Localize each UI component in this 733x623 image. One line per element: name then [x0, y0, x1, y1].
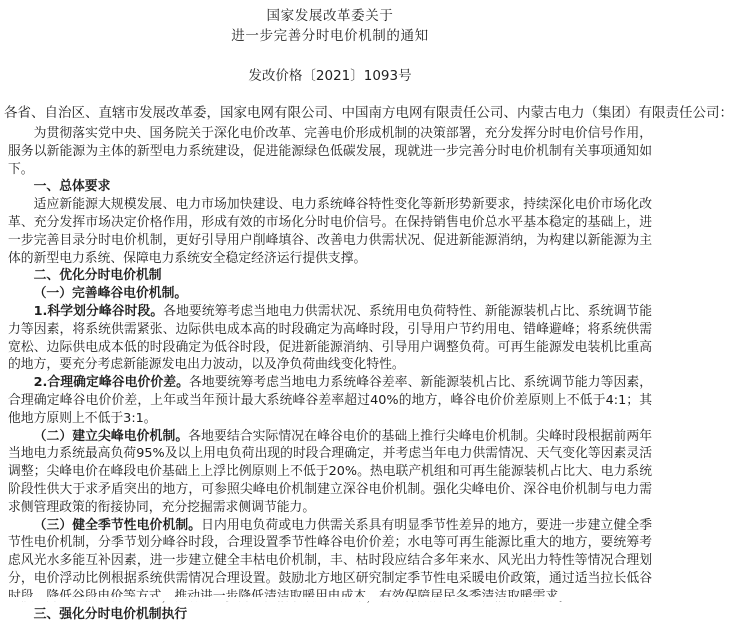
intro-paragraph: 为贯彻落实党中央、国务院关于深化电价改革、完善电价形成机制的决策部署，充分发挥分时电价信号作用，服务以新能源为主体的新型电力系统建设，促进能源绿色低碳发展，现就进一步完善分时电价机制有关事项通知如下。 [8, 126, 652, 177]
section-3-heading: 三、强化分时电价机制执行 [33, 606, 188, 622]
section-1-heading: 一、总体要求 [33, 179, 111, 195]
sub-2-lead: （二）建立尖峰电价机制。 [33, 428, 189, 444]
section-2-sub-2 [8, 428, 652, 517]
sub-2-body: 各地要结合实际情况在峰谷电价的基础上推行尖峰电价机制。尖峰时段根据前两年当地电力系统最高负荷95%及以上用电负荷出现的时段合理确定，并考虑当年电力供需情况、天气变化等因素灵活调整；尖峰电价在峰段电价基础上上浮比例原则上不低于20%。热电联产机组和可再生能源装机占比大、电力系统阶段性供大于求矛盾突出的地方，可参照尖峰电价机制建立深谷电价机制。强化尖峰电价、深谷电价机制与电力需求侧管理政策的衔接协同，充分挖掘需求侧调节能力。 [8, 428, 653, 515]
item-1-body: 各地要统筹考虑当地电力供需状况、系统用电负荷特性、新能源装机占比、系统调节能力等因素，将系统供需紧张、边际供电成本高的时段确定为高峰时段，引导用户节约用电、错峰避峰；将系统供需宽松、边际供电成本低的时段确定为低谷时段，促进新能源消纳、引导用户调整负荷。可再生能源发电装机比重高的地方，要充分考虑新能源发电出力波动，以及净负荷曲线变化特性。 [8, 303, 653, 373]
item-1-lead: 1.科学划分峰谷时段。 [33, 303, 164, 319]
section-2-sub-1-heading: （一）完善峰谷电价机制。 [33, 286, 188, 302]
section-1-body: 适应新能源大规模发展、电力市场加快建设、电力系统峰谷特性变化等新形势新要求，持续深化电价市场化改革、充分发挥市场决定价格作用，形成有效的市场化分时电价信号。在保持销售电价总水平基本稳定的基础上，进一步完善目录分时电价机制，更好引导用户削峰填谷、改善电力供需状况、促进新能源消纳，为构建以新能源为主体的新型电力系统、保障电力系统安全稳定经济运行提供支撑。 [8, 197, 652, 266]
document-number: 发改价格〔2021〕1093号 [248, 68, 412, 84]
section-2-sub-3 [8, 517, 652, 606]
sub-3-lead: （三）健全季节性电价机制。 [33, 517, 202, 533]
document-title-line-2: 进一步完善分时电价机制的通知 [231, 28, 429, 44]
sub-3-body: 日内用电负荷或电力供需关系具有明显季节性差异的地方，要进一步建立健全季节性电价机制，分季节划分峰谷时段，合理设置季节性峰谷电价价差；水电等可再生能源比重大的地方，要统筹考虑风光水多能互补因素，进一步建立健全丰枯电价机制，丰、枯时段应结合多年来水、风光出力特性等情况合理划分，电价浮动比例根据系统供需情况合理设置。鼓励北方地区研究制定季节性电采暖电价政策，通过适当拉长低谷 [8, 517, 653, 586]
page-bottom-edge [0, 597, 660, 601]
recipients-line: 各省、自治区、直辖市发展改革委，国家电网有限公司、中国南方电网有限责任公司、内蒙古电力（集团）有限责任公司： [4, 105, 733, 121]
item-2-lead: 2.合理确定峰谷电价价差。 [33, 375, 189, 391]
section-2-item-2 [8, 374, 652, 427]
document-title-line-1: 国家发展改革委关于 [266, 8, 394, 24]
section-2-item-1 [8, 303, 652, 374]
section-2-heading: 二、优化分时电价机制 [33, 268, 162, 284]
item-2-body: 各地要统筹考虑当地电力系统峰谷差率、新能源装机占比、系统调节能力等因素，合理确定峰谷电价价差，上年或当年预计最大系统峰谷差率超过40%的地方，峰谷电价价差原则上不低于4:1；其他地方原则上不低于3:1。 [8, 375, 653, 426]
